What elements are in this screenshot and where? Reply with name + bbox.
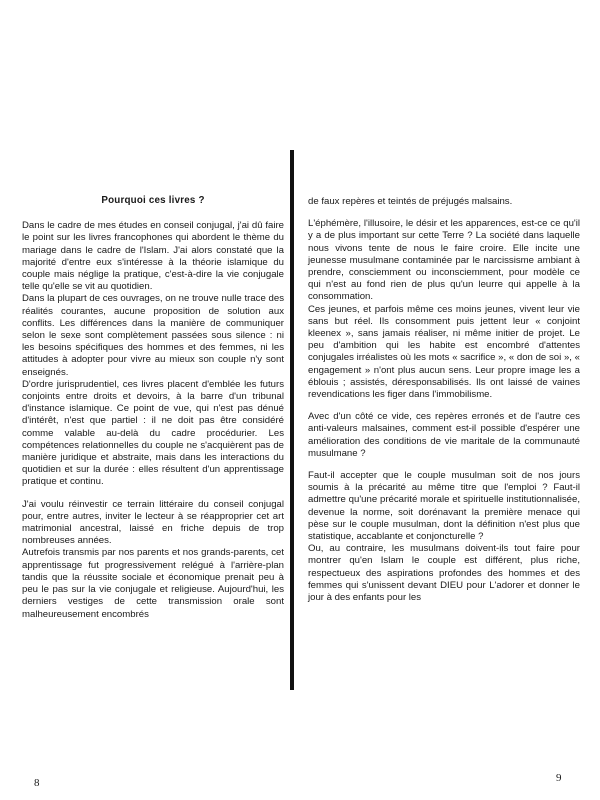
page-number-right: 9 [556, 772, 562, 784]
book-gutter [290, 150, 294, 690]
page-number-left: 8 [34, 777, 40, 789]
paragraph: Avec d'un côté ce vide, ces repères erronés et de l'autre ces anti-valeurs malsaines, comment est-il possible d'espérer une amélioration des conditions de vie maritale de la communauté musulmane ? [308, 411, 580, 459]
chapter-title: Pourquoi ces livres ? [101, 195, 205, 206]
paragraph: Dans la plupart de ces ouvrages, on ne trouve nulle trace des réalités courantes, aucune proposition de solution aux conflits. Les différences dans la manière de communiquer selon le sexe sont complètement passées sous silence : ni les besoins spécifiques des hommes et des femmes, ni les attitudes à adopter pour vivre au mieux son couple n'y sont enseignés. [22, 293, 284, 378]
paragraph: Dans le cadre de mes études en conseil conjugal, j'ai dû faire le point sur les livres francophones qui abordent le thème du mariage dans le cadre de l'Islam. J'ai alors constaté que la majorité d'entre eux s'intéresse à la théorie islamique du couple mais néglige la pratique, c'est-à-dire la vie conjugale telle qu'elle se vit au quotidien. [22, 220, 284, 293]
paragraph: J'ai voulu réinvestir ce terrain littéraire du conseil conjugal pour, entre autres, inviter le lecteur à se réapproprier cet art matrimonial ancestral, laissé en friche depuis de trop nombreuses années. [22, 498, 284, 547]
paragraph: de faux repères et teintés de préjugés malsains. [308, 196, 513, 207]
left-page [22, 195, 284, 621]
paragraph: Faut-il accepter que le couple musulman soit de nos jours soumis à la précarité au même titre que l'emploi ? Faut-il admettre qu'une précarité morale et spirituelle institutionnalisée, devenue la norme, soit dorénavant la première menace qui pèse sur le couple musulman, dont la définition n'est plus que statistique, accablante et conjoncturelle ? [308, 470, 580, 543]
paragraph: D'ordre jurisprudentiel, ces livres placent d'emblée les futurs conjoints entre droits et devoirs, à la barre d'un tribunal d'instance islamique. Ce point de vue, qui n'est pas dénué d'intérêt, n'est que partiel : il ne doit pas être considéré comme valable au-delà du cadre procédurier. Les compétences relationnelles du couple ne s'acquièrent pas de manière juridique et abstraite, mais dans les interactions du quotidien et sur la durée : elles résultent d'un apprentissage pratique et continu. [22, 378, 284, 488]
paragraph: Autrefois transmis par nos parents et nos grands-parents, cet apprentissage fut progressivement relégué à l'arrière-plan tandis que la réussite sociale et économique prenait peu à peu le pas sur la vie conjugale et religieuse. Aujourd'hui, les derniers vestiges de cette transmission orale sont malheureusement encombrés [22, 547, 284, 620]
paragraph: L'éphémère, l'illusoire, le désir et les apparences, est-ce ce qu'il y a de plus important sur cette Terre ? La société dans laquelle nous vivons tente de nous le faire croire. Elle incite une jeunesse musulmane contaminée par le narcissisme ambiant à prendre, consciemment ou inconsciemment, pour modèle ce qui n'est au fond rien de plus qu'un leurre qui appelle à la consommation. [308, 218, 580, 303]
paragraph: Ces jeunes, et parfois même ces moins jeunes, vivent leur vie sans but réel. Ils consomment puis jettent leur « conjoint kleenex », sans jamais réaliser, ni même initier de projet. Le peu d'ambition qui les habite est encombré d'attentes conjugales irréalistes où les mots « sacrifice », « don de soi », « engagement » n'ont plus aucun sens. Leur propre image les a éblouis ; assistés, déresponsabilisés. Ils ont laissé de vaines revendications les figer dans l'immobilisme. [308, 303, 580, 401]
right-page [308, 196, 580, 604]
paragraph: Ou, au contraire, les musulmans doivent-ils tout faire pour montrer qu'en Islam le couple est différent, plus riche, respectueux des aspirations profondes des hommes et des femmes qui s'unissent devant DIEU pour L'adorer et donner le jour à des enfants pour les [308, 543, 580, 604]
